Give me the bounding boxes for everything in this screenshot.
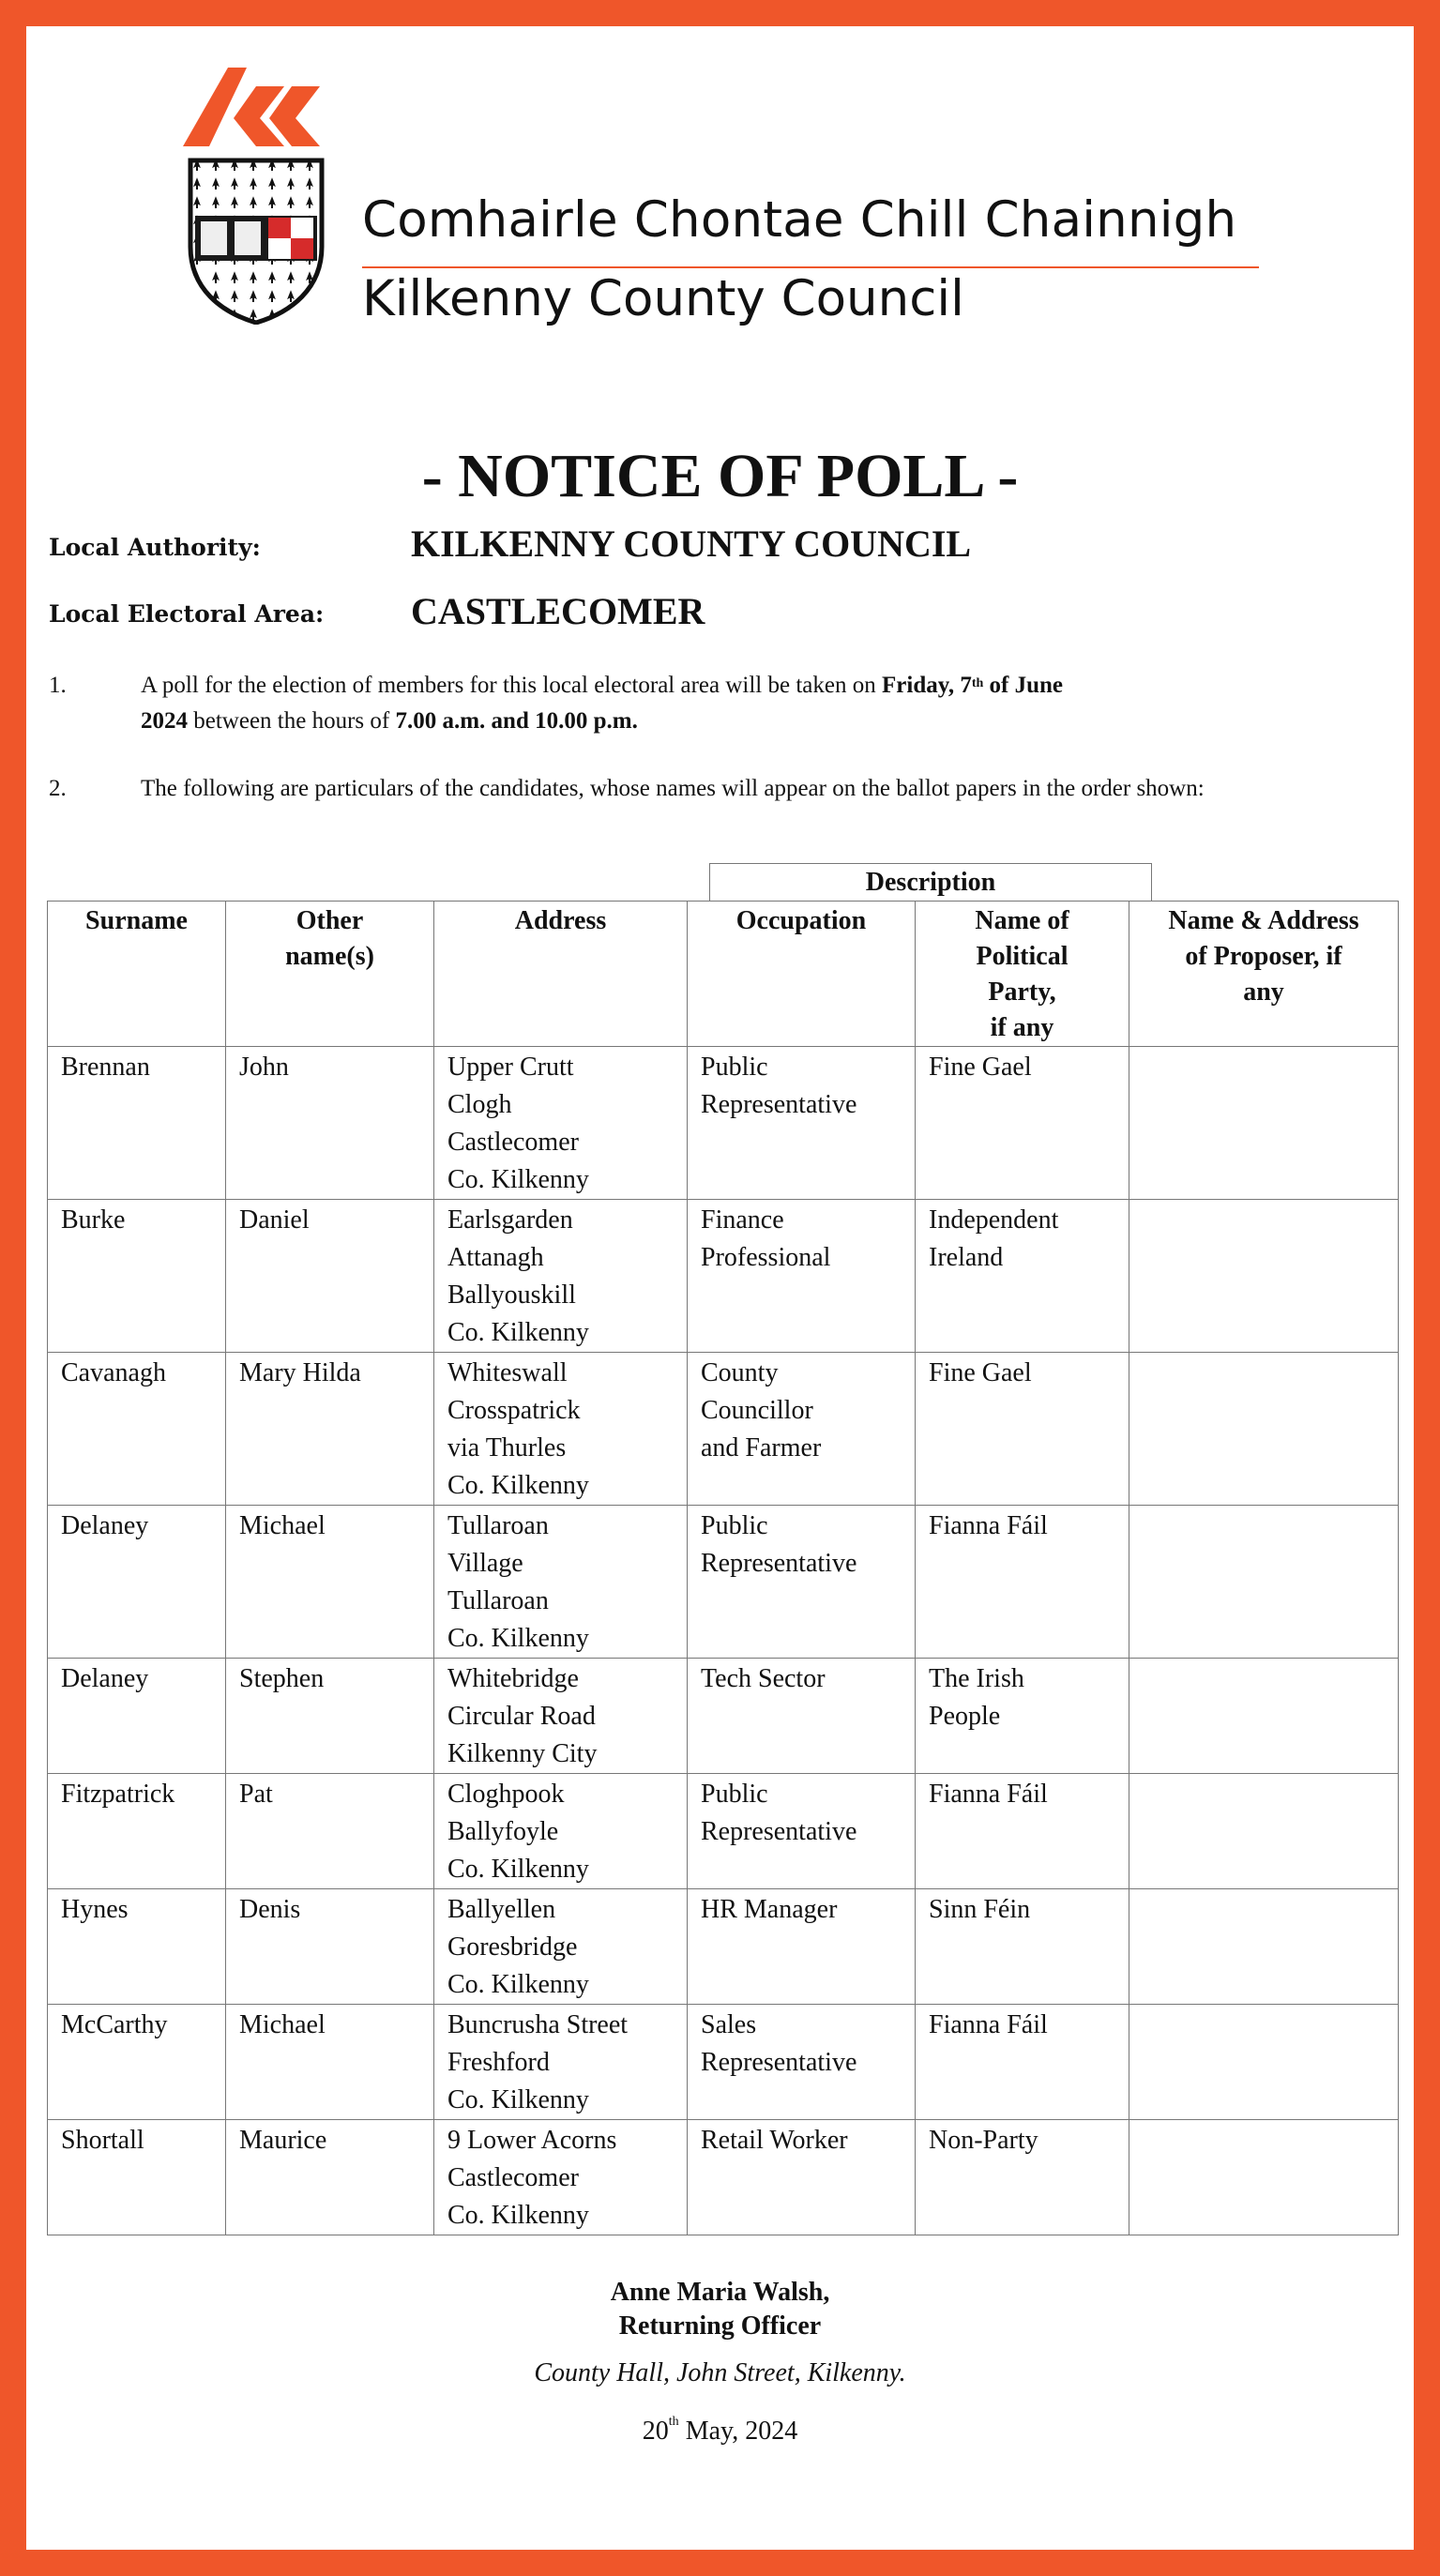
cell-occupation-line: Representative [701,2048,857,2077]
cell-address-line: Buncrusha Street [447,2010,629,2039]
cell-proposer [1129,1889,1399,2005]
col-occupation: Occupation [688,902,916,1047]
cell-party [916,1047,1129,1200]
cell-occupation-line: Representative [701,1090,857,1119]
cell-party [916,1659,1129,1774]
cell-surname: Shortall [48,2120,226,2235]
table-row [48,1047,1399,1200]
cell-address-line: 9 Lower Acorns [447,2126,617,2155]
cell-party-line: Independent [929,1205,1059,1235]
cell-address-line: Co. Kilkenny [447,1471,589,1500]
council-name-english: Kilkenny County Council [362,270,964,327]
cell-occupation-line: Professional [701,1243,831,1272]
paragraph-1-text: A poll for the election of members for this local electoral area will be taken on Friday, 7th of June 2024 between the hours of 7.00 a.m. and 10.00 p.m. [141,673,1064,734]
cell-surname: Burke [48,1200,226,1353]
table-row [48,2120,1399,2235]
cell-surname: Cavanagh [48,1353,226,1506]
cell-occupation-line: Public [701,1053,768,1082]
header-divider [362,266,1259,268]
cell-party [916,1774,1129,1889]
cell-address-line: Co. Kilkenny [447,2085,589,2114]
table-row [48,1774,1399,1889]
cell-occupation-line: Councillor [701,1396,813,1425]
council-logo-icon [181,66,350,150]
cell-other-names: Maurice [226,2120,434,2235]
cell-other-names: Mary Hilda [226,1353,434,1506]
cell-occupation-line: Public [701,1511,768,1540]
cell-proposer [1129,1774,1399,1889]
cell-address-line: Freshford [447,2048,550,2077]
electoral-area-value: CASTLECOMER [411,590,705,632]
cell-address-line: Whiteswall [447,1358,568,1387]
officer-name: Anne Maria Walsh, [610,2278,830,2307]
notice-sheet [26,26,1414,2550]
cell-address-line: Co. Kilkenny [447,2201,589,2230]
table-row [48,1353,1399,1506]
page-title: - NOTICE OF POLL - [421,442,1019,510]
cell-party-line: People [929,1702,1001,1731]
cell-address [434,2005,688,2120]
officer-address: County Hall, John Street, Kilkenny. [534,2358,906,2387]
cell-party-line: Fine Gael [929,1358,1032,1387]
cell-party [916,1353,1129,1506]
paragraph-2 [49,771,1362,807]
cell-occupation-line: Finance [701,1205,784,1235]
cell-address-line: Crosspatrick [447,1396,581,1425]
cell-occupation-line: HR Manager [701,1895,838,1924]
cell-occupation [688,1774,916,1889]
col-proposer: Name & Address of Proposer, if any [1129,902,1399,1047]
cell-address-line: Castlecomer [447,1128,579,1157]
cell-address [434,1889,688,2005]
cell-proposer [1129,1200,1399,1353]
description-header: Description [709,863,1152,902]
electoral-area-label: Local Electoral Area: [49,600,325,628]
cell-party [916,2005,1129,2120]
cell-party [916,1200,1129,1353]
local-authority-label: Local Authority: [49,534,261,561]
cell-occupation-line: County [701,1358,779,1387]
col-other-names: Other name(s) [226,902,434,1047]
cell-address-line: Ballyellen [447,1895,556,1924]
cell-occupation [688,1047,916,1200]
col-address: Address [434,902,688,1047]
cell-occupation [688,2005,916,2120]
cell-address-line: Castlecomer [447,2163,579,2192]
col-surname: Surname [48,902,226,1047]
paragraph-1 [49,668,1362,739]
cell-surname: Fitzpatrick [48,1774,226,1889]
cell-proposer [1129,1353,1399,1506]
cell-proposer [1129,2120,1399,2235]
cell-address-line: Co. Kilkenny [447,1165,589,1194]
col-party: Name of Political Party, if any [916,902,1129,1047]
cell-address-line: via Thurles [447,1433,567,1462]
cell-other-names: Michael [226,1506,434,1659]
cell-party-line: Sinn Féin [929,1895,1031,1924]
table-row [48,1659,1399,1774]
cell-party [916,2120,1129,2235]
cell-address [434,2120,688,2235]
cell-party-line: Ireland [929,1243,1004,1272]
cell-other-names: Pat [226,1774,434,1889]
table-row [48,1889,1399,2005]
council-name-irish: Comhairle Chontae Chill Chainnigh [362,191,1237,249]
cell-party [916,1506,1129,1659]
cell-address-line: Village [447,1549,523,1578]
cell-party-line: Non-Party [929,2126,1038,2155]
table-row [48,1200,1399,1353]
cell-other-names: John [226,1047,434,1200]
cell-proposer [1129,1659,1399,1774]
cell-party-line: Fianna Fáil [929,2010,1048,2039]
cell-occupation-line: Retail Worker [701,2126,848,2155]
cell-occupation-line: Public [701,1780,768,1809]
cell-address-line: Upper Crutt [447,1053,574,1082]
cell-occupation-line: Tech Sector [701,1664,826,1693]
cell-occupation-line: and Farmer [701,1433,822,1462]
cell-address-line: Ballyouskill [447,1280,576,1310]
paragraph-1-number: 1. [49,673,67,698]
cell-surname: Brennan [48,1047,226,1200]
cell-address-line: Co. Kilkenny [447,1970,589,1999]
cell-other-names: Michael [226,2005,434,2120]
cell-surname: Delaney [48,1659,226,1774]
local-authority-value: KILKENNY COUNTY COUNCIL [411,523,972,565]
cell-address-line: Earlsgarden [447,1205,573,1235]
table-row [48,2005,1399,2120]
cell-address-line: Attanagh [447,1243,544,1272]
cell-address-line: Whitebridge [447,1664,579,1693]
cell-address-line: Tullaroan [447,1511,549,1540]
cell-address [434,1200,688,1353]
cell-occupation [688,1506,916,1659]
cell-address-line: Kilkenny City [447,1739,598,1768]
cell-party-line: Fianna Fáil [929,1511,1048,1540]
cell-occupation [688,1353,916,1506]
cell-occupation [688,1659,916,1774]
paragraph-2-number: 2. [49,776,67,801]
coat-of-arms-icon [188,158,325,325]
cell-occupation [688,1200,916,1353]
cell-party-line: The Irish [929,1664,1024,1693]
cell-address-line: Co. Kilkenny [447,1318,589,1347]
cell-address-line: Co. Kilkenny [447,1624,589,1653]
table-row [48,1506,1399,1659]
cell-other-names: Stephen [226,1659,434,1774]
cell-party-line: Fianna Fáil [929,1780,1048,1809]
cell-address-line: Clogh [447,1090,512,1119]
cell-other-names: Daniel [226,1200,434,1353]
cell-address [434,1047,688,1200]
cell-party [916,1889,1129,2005]
cell-surname: Delaney [48,1506,226,1659]
cell-occupation-line: Representative [701,1817,857,1846]
cell-other-names: Denis [226,1889,434,2005]
cell-address-line: Circular Road [447,1702,596,1731]
cell-address [434,1506,688,1659]
cell-proposer [1129,1506,1399,1659]
cell-surname: Hynes [48,1889,226,2005]
cell-occupation-line: Sales [701,2010,757,2039]
officer-role: Returning Officer [618,2311,822,2341]
cell-address-line: Tullaroan [447,1586,549,1615]
paragraph-2-text: The following are particulars of the candidates, whose names will appear on the ballot papers in the order shown: [141,776,1205,801]
cell-address [434,1659,688,1774]
cell-surname: McCarthy [48,2005,226,2120]
cell-address-line: Ballyfoyle [447,1817,559,1846]
cell-occupation [688,2120,916,2235]
cell-address [434,1353,688,1506]
cell-address-line: Co. Kilkenny [447,1855,589,1884]
cell-proposer [1129,1047,1399,1200]
notice-date: 20th May, 2024 [642,2415,798,2446]
cell-proposer [1129,2005,1399,2120]
table-header-row [48,902,1399,1047]
cell-occupation-line: Representative [701,1549,857,1578]
cell-address-line: Goresbridge [447,1932,578,1962]
cell-occupation [688,1889,916,2005]
cell-address [434,1774,688,1889]
cell-party-line: Fine Gael [929,1053,1032,1082]
cell-address-line: Cloghpook [447,1780,565,1809]
